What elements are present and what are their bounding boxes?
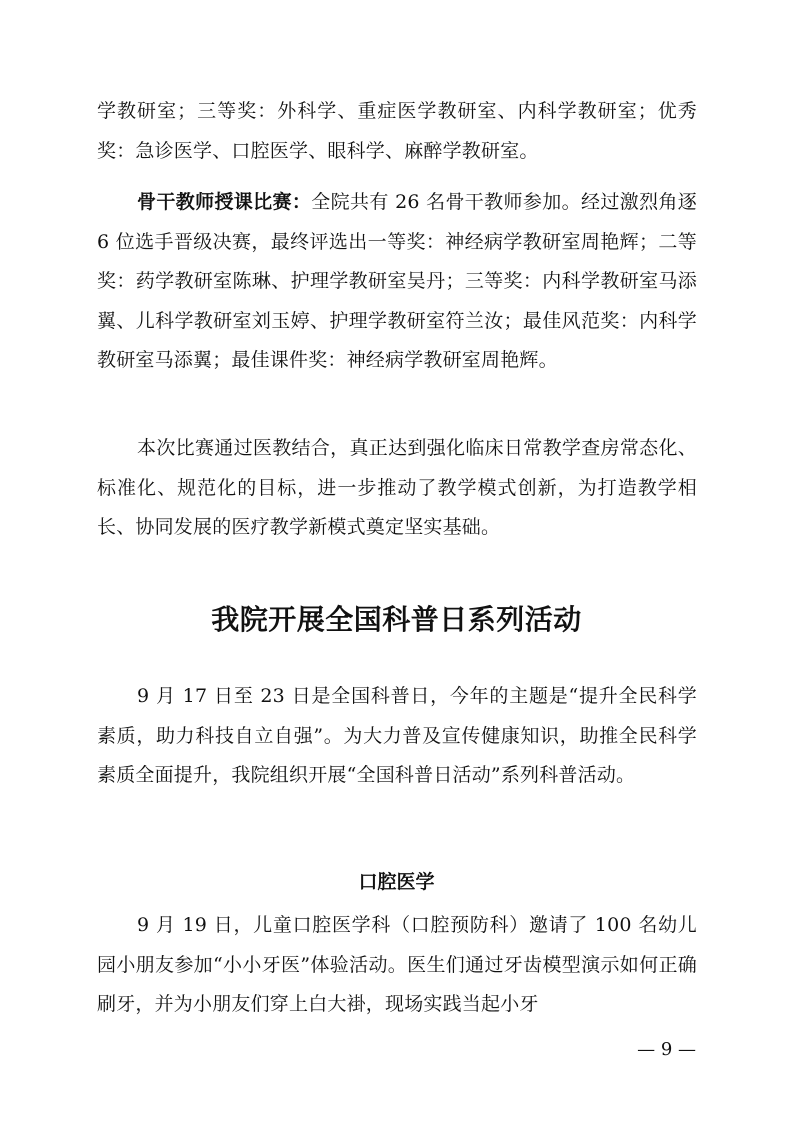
paragraph-body-text: 全院共有 26 名骨干教师参加。经过激烈角逐 6 位选手晋级决赛，最终评选出一等奖：神经病学教研室周艳辉；二等奖：药学教研室陈琳、护理学教研室吴丹；三等奖：内科学教研室马添翼、儿科学教研室刘玉婷、护理学教研室符兰汝；最佳风范奖：内科学教研室马添翼；最佳课件奖：神经病学教研室周艳辉。 [97,191,697,372]
backbone-teacher-paragraph [97,183,697,381]
paragraph-lead-heading: 骨干教师授课比赛： [137,191,312,213]
subsection-heading: 口腔医学 [358,871,435,893]
summary-paragraph: 本次比赛通过医教结合，真正达到强化临床日常教学查房常态化、标准化、规范化的目标，进一步推动了教学模式创新，为打造教学相长、协同发展的医疗教学新模式奠定坚实基础。 [97,437,697,539]
award-continuation-paragraph: 学教研室；三等奖：外科学、重症医学教研室、内科学教研室；优秀奖：急诊医学、口腔医学、眼科学、麻醉学教研室。 [97,100,697,162]
subsection-body-paragraph: 9 月 19 日，儿童口腔医学科（口腔预防科）邀请了 100 名幼儿园小朋友参加“小小牙医”体验活动。医生们通过牙齿模型演示如何正确刷牙，并为小朋友们穿上白大褂，现场实践当起小牙 [97,914,697,1016]
page-number: — 9 — [637,1039,696,1060]
section-title: 我院开展全国科普日系列活动 [211,603,582,636]
section-intro-paragraph: 9 月 17 日至 23 日是全国科普日，今年的主题是“提升全民科学素质，助力科技自立自强”。为大力普及宣传健康知识，助推全民科学素质全面提升，我院组织开展“全国科普日活动”系列科普活动。 [97,685,697,787]
